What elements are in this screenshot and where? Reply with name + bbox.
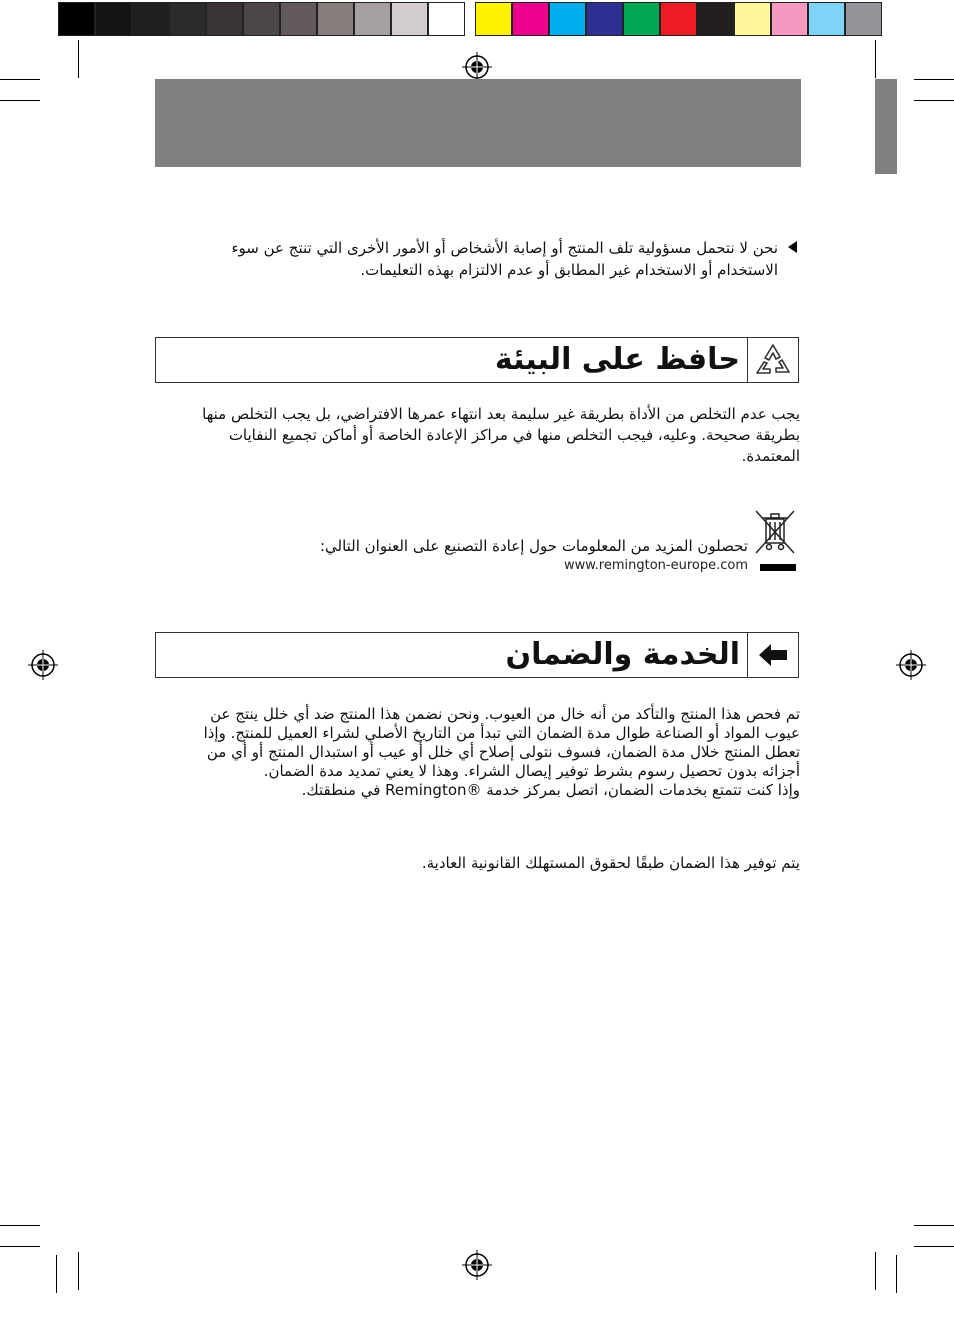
color-swatch — [475, 2, 512, 36]
website-link[interactable]: www.remington-europe.com — [563, 558, 748, 573]
environment-title: حافظ على البيئة — [494, 342, 740, 377]
header-band — [155, 79, 801, 167]
recycling-info-text: تحصلون المزيد من المعلومات حول إعادة التصنيع على العنوان التالي: — [319, 537, 748, 555]
service-section-header — [155, 632, 799, 678]
arrow-icon — [747, 633, 798, 677]
crop-mark — [896, 1255, 897, 1293]
registration-mark-icon — [462, 1250, 492, 1280]
service-contact-paragraph: وإذا كنت تتمتع بخدمات الضمان، اتصل بمركز خدمة ®Remington في منطقتك. — [301, 781, 800, 799]
color-swatch — [734, 2, 771, 36]
crop-mark — [914, 100, 954, 101]
color-swatch — [549, 2, 586, 36]
liability-note: نحن لا نتحمل مسؤولية تلف المنتج أو إصابة الأشخاص أو الأمور الأخرى التي تنتج عن سوء الاستخدام أو الاستخدام غير المطابق أو عدم الالتزام بهذه التعليمات. — [231, 239, 778, 279]
warranty-text — [180, 705, 800, 800]
crop-mark — [0, 1225, 40, 1226]
color-swatch — [132, 2, 169, 36]
crop-mark — [0, 1246, 40, 1247]
color-calibration-bar — [58, 2, 882, 38]
registration-mark-icon — [896, 650, 926, 680]
crop-mark — [914, 1225, 954, 1226]
color-swatch — [845, 2, 882, 36]
color-swatch — [317, 2, 354, 36]
color-swatch — [169, 2, 206, 36]
color-swatch — [771, 2, 808, 36]
crop-mark — [875, 40, 876, 78]
color-swatch — [280, 2, 317, 36]
crop-mark — [0, 100, 40, 101]
consumer-rights-paragraph: يتم توفير هذا الضمان طبقًا لحقوق المستهلك القانونية العادية. — [421, 854, 800, 872]
crop-mark — [78, 40, 79, 78]
crop-mark — [914, 1246, 954, 1247]
crop-mark — [914, 79, 954, 80]
color-swatch — [512, 2, 549, 36]
service-title: الخدمة والضمان — [505, 637, 740, 672]
crop-mark — [56, 1255, 57, 1293]
swatch-separator — [465, 2, 475, 38]
color-swatch — [428, 2, 465, 36]
bullet-arrow-icon — [788, 241, 797, 253]
crop-mark — [0, 79, 40, 80]
color-swatch — [697, 2, 734, 36]
crossed-bin-icon — [752, 507, 798, 555]
registration-mark-icon — [28, 650, 58, 680]
language-tab — [875, 79, 897, 174]
color-swatch — [808, 2, 845, 36]
color-swatch — [58, 2, 95, 36]
color-swatch — [243, 2, 280, 36]
color-swatch — [660, 2, 697, 36]
color-swatch — [354, 2, 391, 36]
color-swatch — [206, 2, 243, 36]
color-swatch — [586, 2, 623, 36]
environment-section-header — [155, 337, 799, 383]
environment-paragraph: يجب عدم التخلص من الأداة بطريقة غير سليمة بعد انتهاء عمرها الافتراضي، بل يجب التخلص منها بطريقة صحيحة. وعليه، فيجب التخلص منها في مراكز الإعادة الخاصة أو أماكن تجميع النفايات المعتمدة. — [202, 405, 800, 465]
warranty-paragraph: تم فحص هذا المنتج والتأكد من أنه خال من العيوب. ونحن نضمن هذا المنتج ضد أي خلل ينتج عن عيوب المواد أو الصناعة طوال مدة الضمان التي تبدأ من التاريخ الأصلي لشراء العميل للمنتج. وإذا تعطل المنتج خلال مدة الضمان، فسوف نتولى إصلاح أي خلل أو عيب أو استبدال المنتج أو أي من أجزائه بدون تحصيل رسوم بشرط توفير إيصال الشراء. وهذا لا يعني تمديد مدة الضمان. — [203, 705, 800, 780]
crop-mark — [875, 1252, 876, 1290]
registration-mark-icon — [462, 52, 492, 82]
color-swatch — [623, 2, 660, 36]
recycle-icon — [747, 338, 798, 382]
color-swatch — [95, 2, 132, 36]
color-swatch — [391, 2, 428, 36]
weee-bar — [760, 564, 796, 571]
crop-mark — [78, 1252, 79, 1290]
